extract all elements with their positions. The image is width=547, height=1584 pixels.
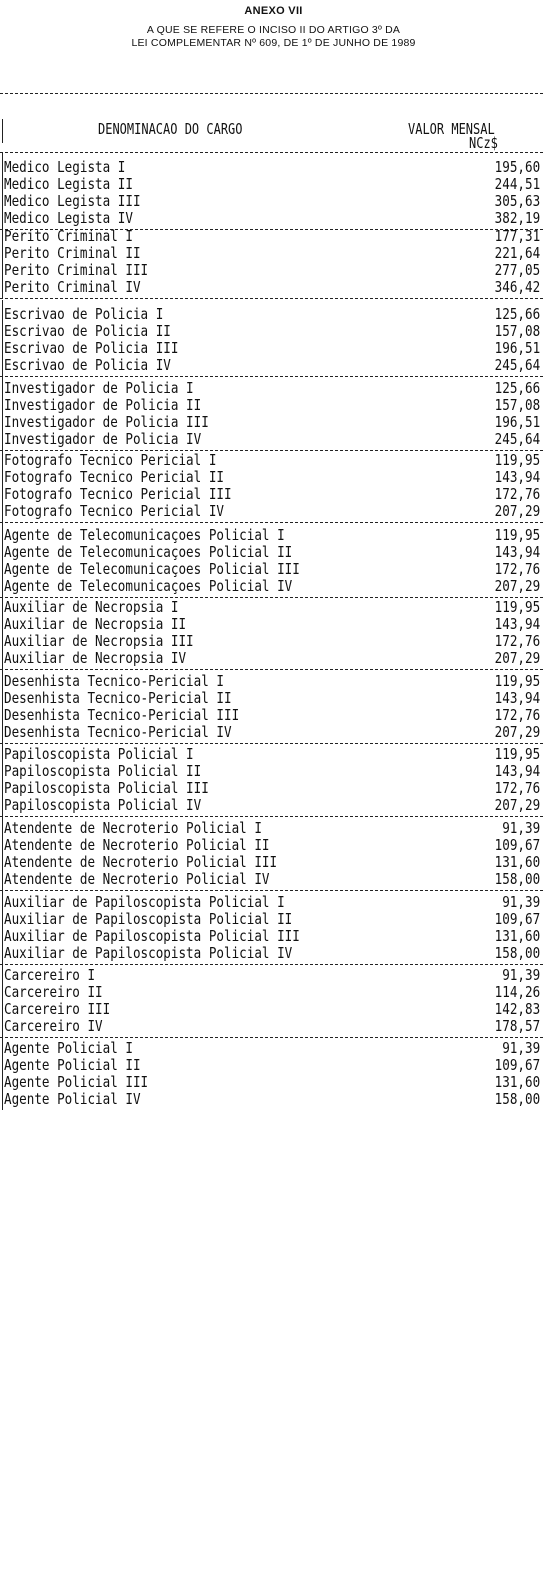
position-name: Escrivao de Policia II — [4, 322, 171, 340]
table-header-rule — [0, 152, 543, 153]
table-row — [0, 397, 540, 414]
table-row — [0, 673, 540, 690]
position-name: Investigador de Policia IV — [4, 430, 202, 448]
table-header-left-border — [2, 119, 3, 143]
table-row — [0, 262, 540, 279]
table-row — [0, 871, 540, 888]
position-name: Perito Criminal III — [4, 261, 149, 279]
position-name: Perito Criminal I — [4, 227, 133, 245]
position-name: Fotografo Tecnico Pericial IV — [4, 502, 225, 520]
table-row — [0, 323, 540, 340]
position-name: Agente Policial I — [4, 1039, 133, 1057]
monthly-value: 119,95 — [494, 526, 540, 544]
position-name: Escrivao de Policia III — [4, 339, 179, 357]
monthly-value: 244,51 — [494, 175, 540, 193]
position-name: Escrivao de Policia IV — [4, 356, 171, 374]
table-row — [0, 780, 540, 797]
position-name: Agente de Telecomunicaçoes Policial IV — [4, 577, 293, 595]
monthly-value: 131,60 — [494, 1073, 540, 1091]
position-name: Investigador de Policia I — [4, 379, 194, 397]
table-row — [0, 380, 540, 397]
monthly-value: 143,94 — [494, 689, 540, 707]
monthly-value: 177,31 — [494, 227, 540, 245]
position-name: Investigador de Policia II — [4, 396, 202, 414]
annex-title: ANEXO VII — [244, 5, 303, 17]
column-header-name: DENOMINACAO DO CARGO — [98, 120, 243, 138]
table-row — [0, 486, 540, 503]
table-row — [0, 763, 540, 780]
position-name: Atendente de Necroterio Policial II — [4, 836, 270, 854]
position-name: Agente de Telecomunicaçoes Policial III — [4, 560, 300, 578]
table-top-rule — [0, 93, 543, 94]
position-name: Atendente de Necroterio Policial IV — [4, 870, 270, 888]
monthly-value: 207,29 — [494, 796, 540, 814]
monthly-value: 382,19 — [494, 209, 540, 227]
table-row — [0, 561, 540, 578]
group-separator — [0, 669, 543, 670]
table-row — [0, 967, 540, 984]
monthly-value: 143,94 — [494, 543, 540, 561]
monthly-value: 221,64 — [494, 244, 540, 262]
monthly-value: 277,05 — [494, 261, 540, 279]
position-name: Papiloscopista Policial I — [4, 745, 194, 763]
monthly-value: 196,51 — [494, 339, 540, 357]
group-separator — [0, 816, 543, 817]
table-row — [0, 945, 540, 962]
monthly-value: 158,00 — [494, 1090, 540, 1108]
position-name: Carcereiro IV — [4, 1017, 103, 1035]
position-name: Agente Policial II — [4, 1056, 141, 1074]
table-row — [0, 414, 540, 431]
table-row — [0, 193, 540, 210]
monthly-value: 157,08 — [494, 322, 540, 340]
monthly-value: 119,95 — [494, 745, 540, 763]
table-row — [0, 707, 540, 724]
monthly-value: 91,39 — [502, 893, 540, 911]
position-name: Desenhista Tecnico-Pericial I — [4, 672, 225, 690]
monthly-value: 131,60 — [494, 853, 540, 871]
position-name: Carcereiro II — [4, 983, 103, 1001]
position-name: Papiloscopista Policial IV — [4, 796, 202, 814]
monthly-value: 245,64 — [494, 430, 540, 448]
table-row — [0, 452, 540, 469]
position-name: Investigador de Policia III — [4, 413, 209, 431]
annex-subtitle-line-2: LEI COMPLEMENTAR Nº 609, DE 1º DE JUNHO DE 1989 — [131, 37, 416, 49]
table-row — [0, 599, 540, 616]
position-name: Medico Legista II — [4, 175, 133, 193]
table-row — [0, 854, 540, 871]
monthly-value: 143,94 — [494, 615, 540, 633]
position-name: Fotografo Tecnico Pericial III — [4, 485, 232, 503]
table-row — [0, 797, 540, 814]
monthly-value: 158,00 — [494, 944, 540, 962]
table-row — [0, 690, 540, 707]
position-name: Perito Criminal IV — [4, 278, 141, 296]
monthly-value: 119,95 — [494, 672, 540, 690]
column-header-value: VALOR MENSAL — [408, 120, 495, 138]
monthly-value: 207,29 — [494, 577, 540, 595]
position-name: Atendente de Necroterio Policial III — [4, 853, 278, 871]
group-separator — [0, 743, 543, 744]
table-row — [0, 984, 540, 1001]
monthly-value: 119,95 — [494, 451, 540, 469]
group-separator — [0, 376, 543, 377]
position-name: Agente de Telecomunicaçoes Policial I — [4, 526, 285, 544]
table-row — [0, 1040, 540, 1057]
monthly-value: 245,64 — [494, 356, 540, 374]
table-row — [0, 469, 540, 486]
monthly-value: 109,67 — [494, 1056, 540, 1074]
table-row — [0, 306, 540, 323]
table-row — [0, 228, 540, 245]
monthly-value: 172,76 — [494, 706, 540, 724]
monthly-value: 91,39 — [502, 1039, 540, 1057]
table-row — [0, 159, 540, 176]
monthly-value: 172,76 — [494, 485, 540, 503]
table-row — [0, 1057, 540, 1074]
position-name: Carcereiro I — [4, 966, 96, 984]
group-separator — [0, 890, 543, 891]
position-name: Auxiliar de Necropsia III — [4, 632, 194, 650]
table-row — [0, 633, 540, 650]
monthly-value: 119,95 — [494, 598, 540, 616]
table-row — [0, 746, 540, 763]
table-row — [0, 1001, 540, 1018]
column-header-unit: NCz$ — [469, 134, 498, 152]
monthly-value: 158,00 — [494, 870, 540, 888]
monthly-value: 142,83 — [494, 1000, 540, 1018]
table-row — [0, 431, 540, 448]
monthly-value: 346,42 — [494, 278, 540, 296]
position-name: Agente Policial IV — [4, 1090, 141, 1108]
monthly-value: 172,76 — [494, 560, 540, 578]
position-name: Agente de Telecomunicaçoes Policial II — [4, 543, 293, 561]
group-separator — [0, 964, 543, 965]
table-row — [0, 544, 540, 561]
table-row — [0, 527, 540, 544]
position-name: Escrivao de Policia I — [4, 305, 164, 323]
position-name: Desenhista Tecnico-Pericial III — [4, 706, 240, 724]
position-name: Fotografo Tecnico Pericial I — [4, 451, 217, 469]
monthly-value: 143,94 — [494, 468, 540, 486]
position-name: Auxiliar de Papiloscopista Policial III — [4, 927, 300, 945]
position-name: Papiloscopista Policial II — [4, 762, 202, 780]
monthly-value: 125,66 — [494, 379, 540, 397]
table-row — [0, 1091, 540, 1108]
position-name: Auxiliar de Necropsia I — [4, 598, 179, 616]
position-name: Medico Legista IV — [4, 209, 133, 227]
monthly-value: 196,51 — [494, 413, 540, 431]
monthly-value: 172,76 — [494, 632, 540, 650]
position-name: Medico Legista I — [4, 158, 126, 176]
group-separator — [0, 1037, 543, 1038]
monthly-value: 207,29 — [494, 723, 540, 741]
monthly-value: 172,76 — [494, 779, 540, 797]
monthly-value: 195,60 — [494, 158, 540, 176]
position-name: Agente Policial III — [4, 1073, 149, 1091]
monthly-value: 114,26 — [494, 983, 540, 1001]
table-row — [0, 357, 540, 374]
table-row — [0, 279, 540, 296]
table-row — [0, 650, 540, 667]
position-name: Auxiliar de Papiloscopista Policial IV — [4, 944, 293, 962]
position-name: Papiloscopista Policial III — [4, 779, 209, 797]
position-name: Medico Legista III — [4, 192, 141, 210]
table-row — [0, 928, 540, 945]
monthly-value: 305,63 — [494, 192, 540, 210]
monthly-value: 207,29 — [494, 502, 540, 520]
annex-subtitle-line-1: A QUE SE REFERE O INCISO II DO ARTIGO 3º DA — [146, 24, 401, 36]
table-row — [0, 820, 540, 837]
monthly-value: 109,67 — [494, 910, 540, 928]
position-name: Atendente de Necroterio Policial I — [4, 819, 262, 837]
monthly-value: 157,08 — [494, 396, 540, 414]
position-name: Auxiliar de Necropsia II — [4, 615, 187, 633]
position-name: Auxiliar de Necropsia IV — [4, 649, 187, 667]
table-row — [0, 1074, 540, 1091]
position-name: Perito Criminal II — [4, 244, 141, 262]
table-row — [0, 503, 540, 520]
table-row — [0, 911, 540, 928]
position-name: Auxiliar de Papiloscopista Policial I — [4, 893, 285, 911]
position-name: Auxiliar de Papiloscopista Policial II — [4, 910, 293, 928]
group-separator — [0, 298, 543, 299]
table-row — [0, 176, 540, 193]
monthly-value: 178,57 — [494, 1017, 540, 1035]
group-separator — [0, 522, 543, 523]
position-name: Fotografo Tecnico Pericial II — [4, 468, 225, 486]
position-name: Desenhista Tecnico-Pericial IV — [4, 723, 232, 741]
table-row — [0, 210, 540, 227]
table-row — [0, 245, 540, 262]
table-row — [0, 837, 540, 854]
position-name: Carcereiro III — [4, 1000, 111, 1018]
table-row — [0, 578, 540, 595]
position-name: Desenhista Tecnico-Pericial II — [4, 689, 232, 707]
monthly-value: 143,94 — [494, 762, 540, 780]
table-row — [0, 894, 540, 911]
table-row — [0, 1018, 540, 1035]
table-row — [0, 616, 540, 633]
monthly-value: 125,66 — [494, 305, 540, 323]
monthly-value: 131,60 — [494, 927, 540, 945]
monthly-value: 109,67 — [494, 836, 540, 854]
table-row — [0, 340, 540, 357]
monthly-value: 91,39 — [502, 819, 540, 837]
table-row — [0, 724, 540, 741]
monthly-value: 91,39 — [502, 966, 540, 984]
monthly-value: 207,29 — [494, 649, 540, 667]
